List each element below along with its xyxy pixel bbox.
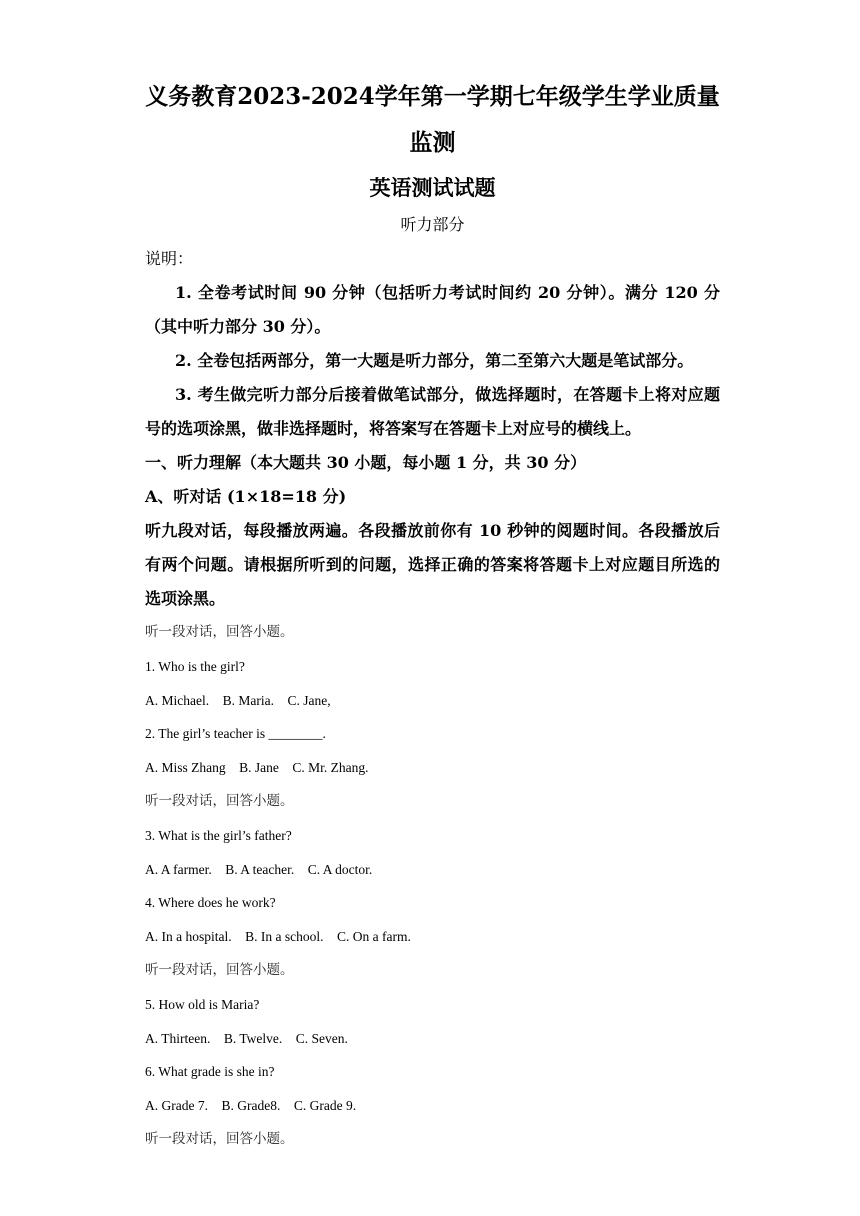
document-page [145, 74, 720, 1157]
subject-title: 英语测试试题 [369, 175, 496, 200]
instruction-item-2: 2. 全卷包括两部分，第一大题是听力部分，第二至第六大题是笔试部分。 [175, 351, 694, 370]
question-6-options: A. Grade 7. B. Grade8. C. Grade 9. [145, 1098, 357, 1114]
question-4-options: A. In a hospital. B. In a school. C. On a farm. [145, 929, 411, 945]
instruction-item-1: 1. 全卷考试时间 90 分钟（包括听力考试时间约 20 分钟）。满分 120 分（其中听力部分 30 分）。 [145, 283, 720, 336]
question-4: 4. Where does he work? [145, 895, 276, 911]
dialogue-intro: 听一段对话，回答小题。 [145, 961, 294, 978]
dialogue-intro: 听一段对话，回答小题。 [145, 792, 294, 809]
question-5-options: A. Thirteen. B. Twelve. C. Seven. [145, 1030, 348, 1046]
question-3: 3. What is the girl’s father? [145, 827, 292, 843]
question-3-options: A. A farmer. B. A teacher. C. A doctor. [145, 861, 373, 877]
dialogue-intro: 听一段对话，回答小题。 [145, 624, 294, 640]
listening-directions: 听九段对话，每段播放两遍。各段播放前你有 10 秒钟的阅题时间。各段播放后有两个问题。请根据所听到的问题，选择正确的答案将答题卡上对应题目所选的选项涂黑。 [145, 521, 720, 608]
part-heading: 一、听力理解（本大题共 30 小题，每小题 1 分，共 30 分） [145, 453, 587, 472]
question-2: 2. The girl’s teacher is ________. [145, 726, 326, 742]
sub-heading: A、听对话 (1×18=18 分) [145, 487, 347, 506]
question-2-options: A. Miss Zhang B. Jane C. Mr. Zhang. [145, 760, 369, 776]
question-6: 6. What grade is she in? [145, 1064, 275, 1080]
question-1: 1. Who is the girl? [145, 658, 245, 674]
dialogue-intro: 听一段对话，回答小题。 [145, 1130, 294, 1147]
section-label: 听力部分 [400, 215, 465, 234]
question-1-options: A. Michael. B. Maria. C. Jane, [145, 692, 331, 708]
instructions-label: 说明： [145, 249, 194, 268]
question-5: 5. How old is Maria? [145, 996, 260, 1012]
instruction-item-3: 3. 考生做完听力部分后接着做笔试部分，做选择题时，在答题卡上将对应题号的选项涂黑，做非选择题时，将答案写在答题卡上对应号的横线上。 [145, 385, 720, 438]
document-title: 义务教育2023-2024学年第一学期七年级学生学业质量监测 [145, 83, 720, 156]
